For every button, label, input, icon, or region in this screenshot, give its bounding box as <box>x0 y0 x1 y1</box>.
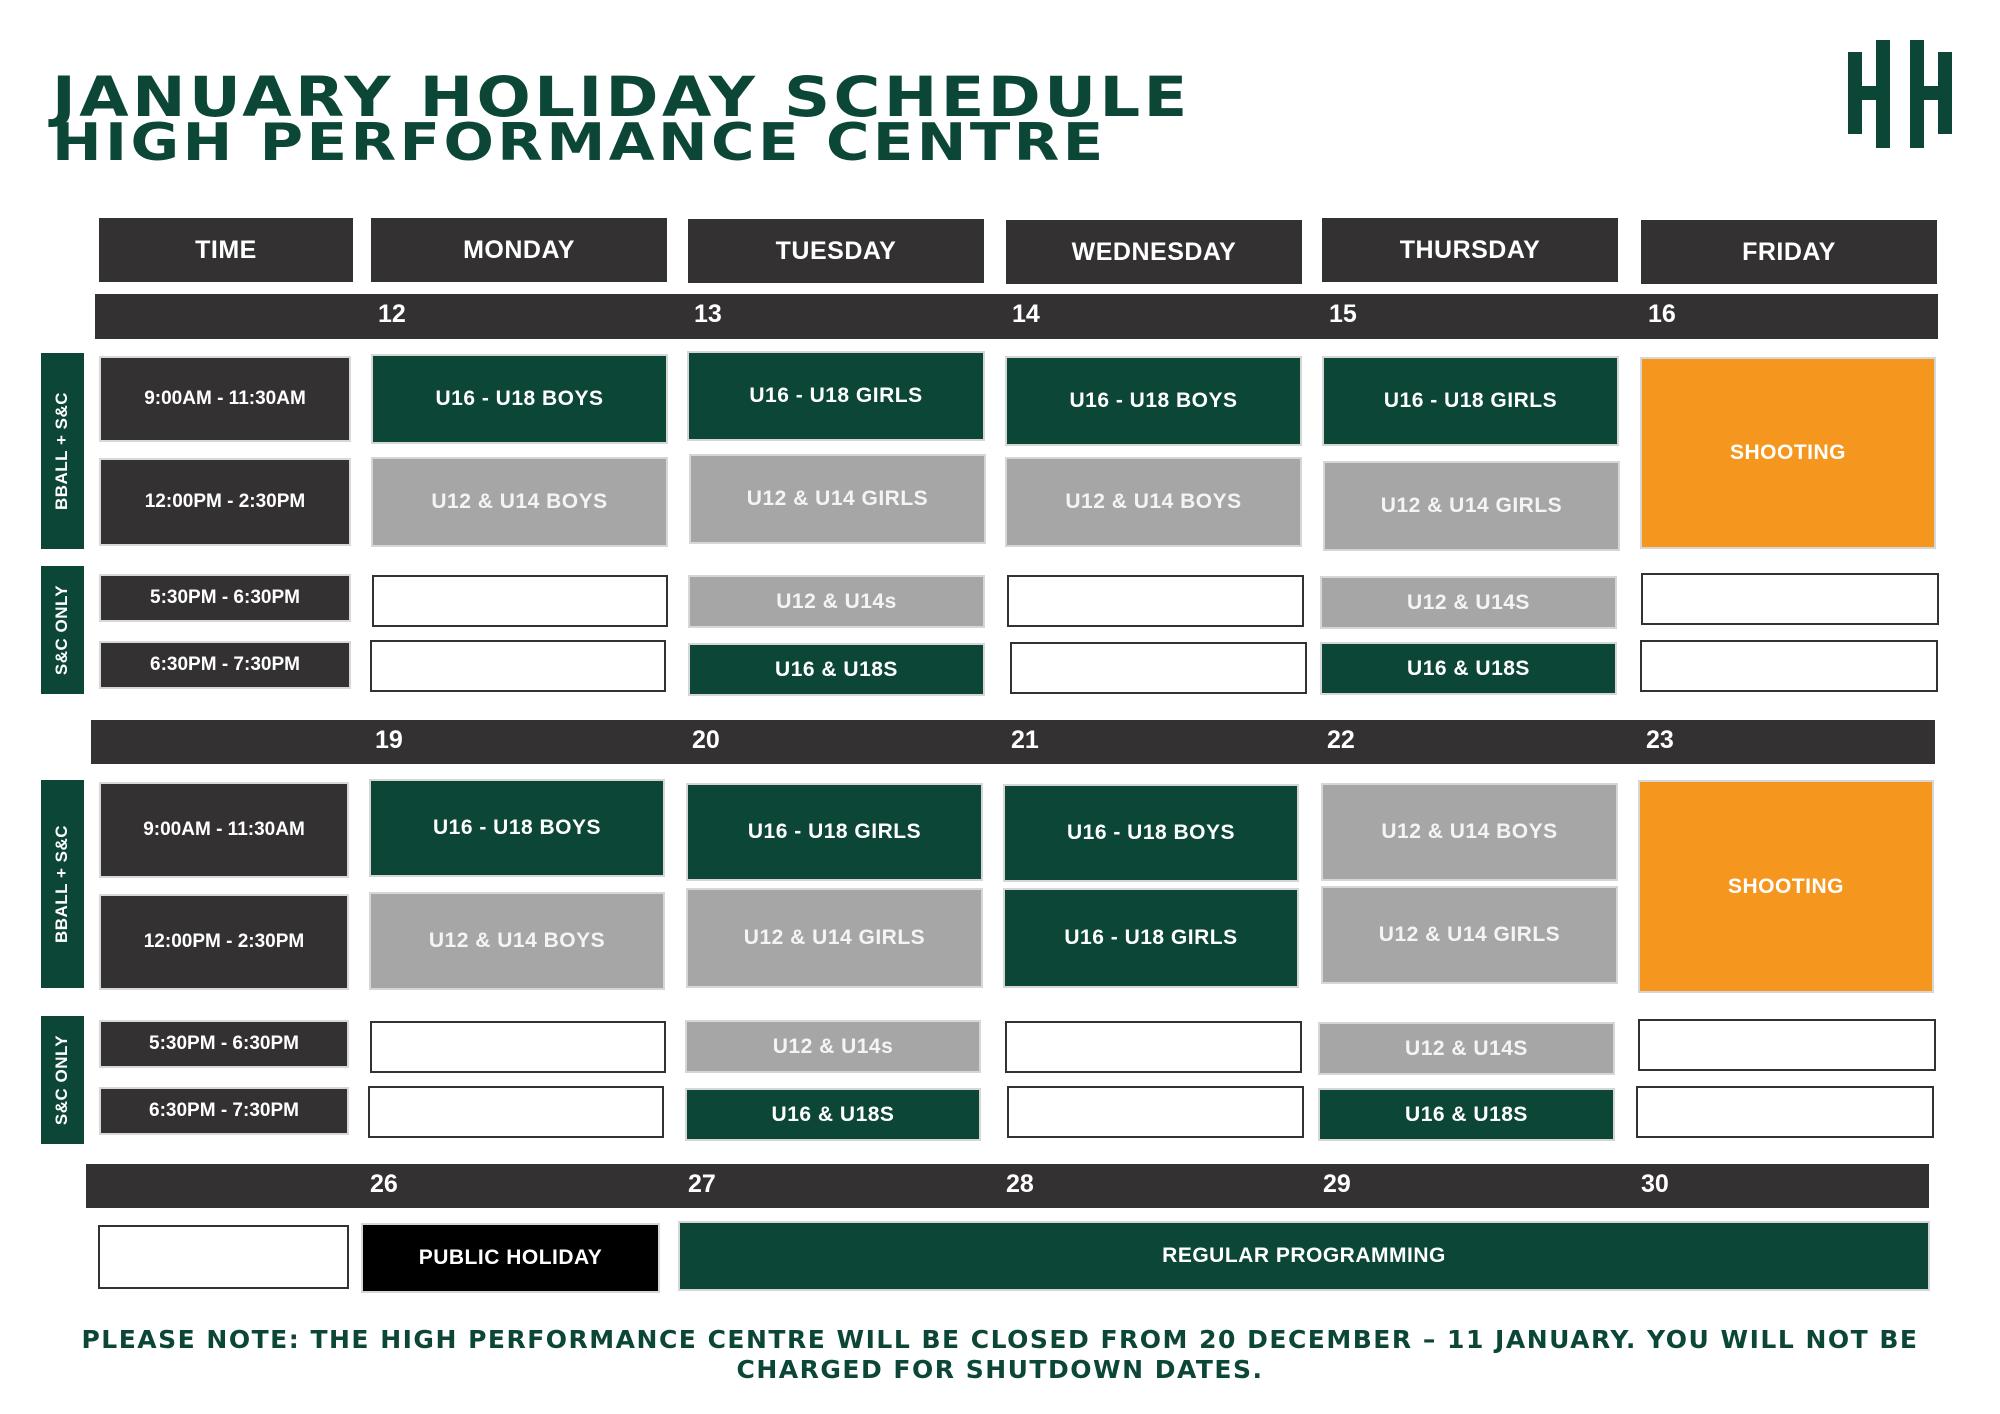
column-header-friday: FRIDAY <box>1641 220 1937 284</box>
session-cell: U16 & U18S <box>687 1090 979 1139</box>
column-header-monday: MONDAY <box>371 218 667 282</box>
closure-note: PLEASE NOTE: THE HIGH PERFORMANCE CENTRE WILL BE CLOSED FROM 20 DECEMBER – 11 JANUARY. YOU WILL NOT BE CHARGED FOR SHUTDOWN DATES. <box>81 1325 1919 1384</box>
date-label: 15 <box>1329 300 1357 328</box>
session-cell: U16 - U18 GIRLS <box>1005 890 1297 986</box>
session-cell: U12 & U14S <box>1320 1024 1613 1073</box>
public-holiday-cell: PUBLIC HOLIDAY <box>363 1225 658 1291</box>
session-cell: U16 & U18S <box>690 645 983 694</box>
hh-logo-icon <box>1840 30 1960 158</box>
session-cell: U16 - U18 GIRLS <box>1324 358 1617 444</box>
date-label: 26 <box>370 1170 398 1198</box>
session-cell: U16 - U18 BOYS <box>371 781 663 875</box>
time-slot: 9:00AM - 11:30AM <box>101 784 347 876</box>
side-label-text: BBALL + S&C <box>52 391 72 511</box>
column-header-wednesday: WEDNESDAY <box>1006 220 1302 284</box>
session-cell: U12 & U14 GIRLS <box>688 890 981 986</box>
side-label-sc-only <box>41 566 84 694</box>
time-slot: 6:30PM - 7:30PM <box>101 643 349 687</box>
session-cell: U16 - U18 GIRLS <box>688 785 981 879</box>
column-header-thursday: THURSDAY <box>1322 218 1618 282</box>
column-header-time: TIME <box>99 218 353 282</box>
session-cell: U16 - U18 BOYS <box>1007 358 1300 444</box>
title-line-2: HIGH PERFORMANCE CENTRE <box>52 113 1107 173</box>
session-cell: U12 & U14 BOYS <box>371 894 663 988</box>
date-label: 23 <box>1646 726 1674 754</box>
regular-programming-cell: REGULAR PROGRAMMING <box>680 1223 1928 1289</box>
title-line-1: JANUARY HOLIDAY SCHEDULE <box>52 65 1191 129</box>
empty-cell <box>368 1086 664 1138</box>
empty-cell <box>98 1225 349 1289</box>
empty-cell <box>370 640 666 692</box>
session-cell: U12 & U14S <box>1322 578 1615 627</box>
session-cell: U16 - U18 BOYS <box>373 356 666 442</box>
column-header-tuesday: TUESDAY <box>688 219 984 283</box>
side-label-text: BBALL + S&C <box>52 824 72 944</box>
date-label: 28 <box>1006 1170 1034 1198</box>
session-cell: U12 & U14 GIRLS <box>1323 888 1616 982</box>
session-cell: U16 - U18 GIRLS <box>689 353 983 439</box>
time-slot: 9:00AM - 11:30AM <box>101 358 349 440</box>
date-label: 29 <box>1323 1170 1351 1198</box>
session-cell: U12 & U14s <box>690 577 983 626</box>
session-cell: U12 & U14 GIRLS <box>1325 463 1618 549</box>
empty-cell <box>1005 1021 1302 1073</box>
time-slot: 12:00PM - 2:30PM <box>101 460 349 544</box>
session-cell: U16 & U18S <box>1322 644 1615 693</box>
date-label: 27 <box>688 1170 716 1198</box>
time-slot: 6:30PM - 7:30PM <box>101 1089 347 1133</box>
time-slot: 5:30PM - 6:30PM <box>101 1022 347 1066</box>
session-cell-shooting: SHOOTING <box>1640 782 1932 991</box>
side-label-sc-only <box>41 1016 84 1144</box>
empty-cell <box>1636 1086 1934 1138</box>
session-cell: U16 & U18S <box>1320 1090 1613 1139</box>
empty-cell <box>1641 573 1939 625</box>
date-label: 12 <box>378 300 406 328</box>
empty-cell <box>370 1021 666 1073</box>
session-cell: U12 & U14s <box>687 1022 979 1071</box>
session-cell: U12 & U14 BOYS <box>1323 785 1616 879</box>
date-label: 19 <box>375 726 403 754</box>
empty-cell <box>1640 640 1938 692</box>
date-label: 14 <box>1012 300 1040 328</box>
session-cell: U12 & U14 BOYS <box>1007 459 1300 545</box>
date-label: 20 <box>692 726 720 754</box>
empty-cell <box>372 575 668 627</box>
side-label-bball-sc <box>41 353 84 549</box>
time-slot: 12:00PM - 2:30PM <box>101 896 347 988</box>
empty-cell <box>1007 575 1304 627</box>
session-cell: U12 & U14 BOYS <box>373 459 666 545</box>
date-label: 30 <box>1641 1170 1669 1198</box>
empty-cell <box>1007 1086 1304 1138</box>
date-label: 13 <box>694 300 722 328</box>
time-slot: 5:30PM - 6:30PM <box>101 576 349 620</box>
empty-cell <box>1010 642 1307 694</box>
side-label-bball-sc <box>41 780 84 988</box>
date-label: 16 <box>1648 300 1676 328</box>
side-label-text: S&C ONLY <box>52 584 72 676</box>
session-cell-shooting: SHOOTING <box>1642 359 1934 547</box>
date-label: 21 <box>1011 726 1039 754</box>
side-label-text: S&C ONLY <box>52 1034 72 1126</box>
empty-cell <box>1638 1019 1936 1071</box>
session-cell: U12 & U14 GIRLS <box>691 456 984 542</box>
session-cell: U16 - U18 BOYS <box>1005 786 1297 880</box>
date-label: 22 <box>1327 726 1355 754</box>
